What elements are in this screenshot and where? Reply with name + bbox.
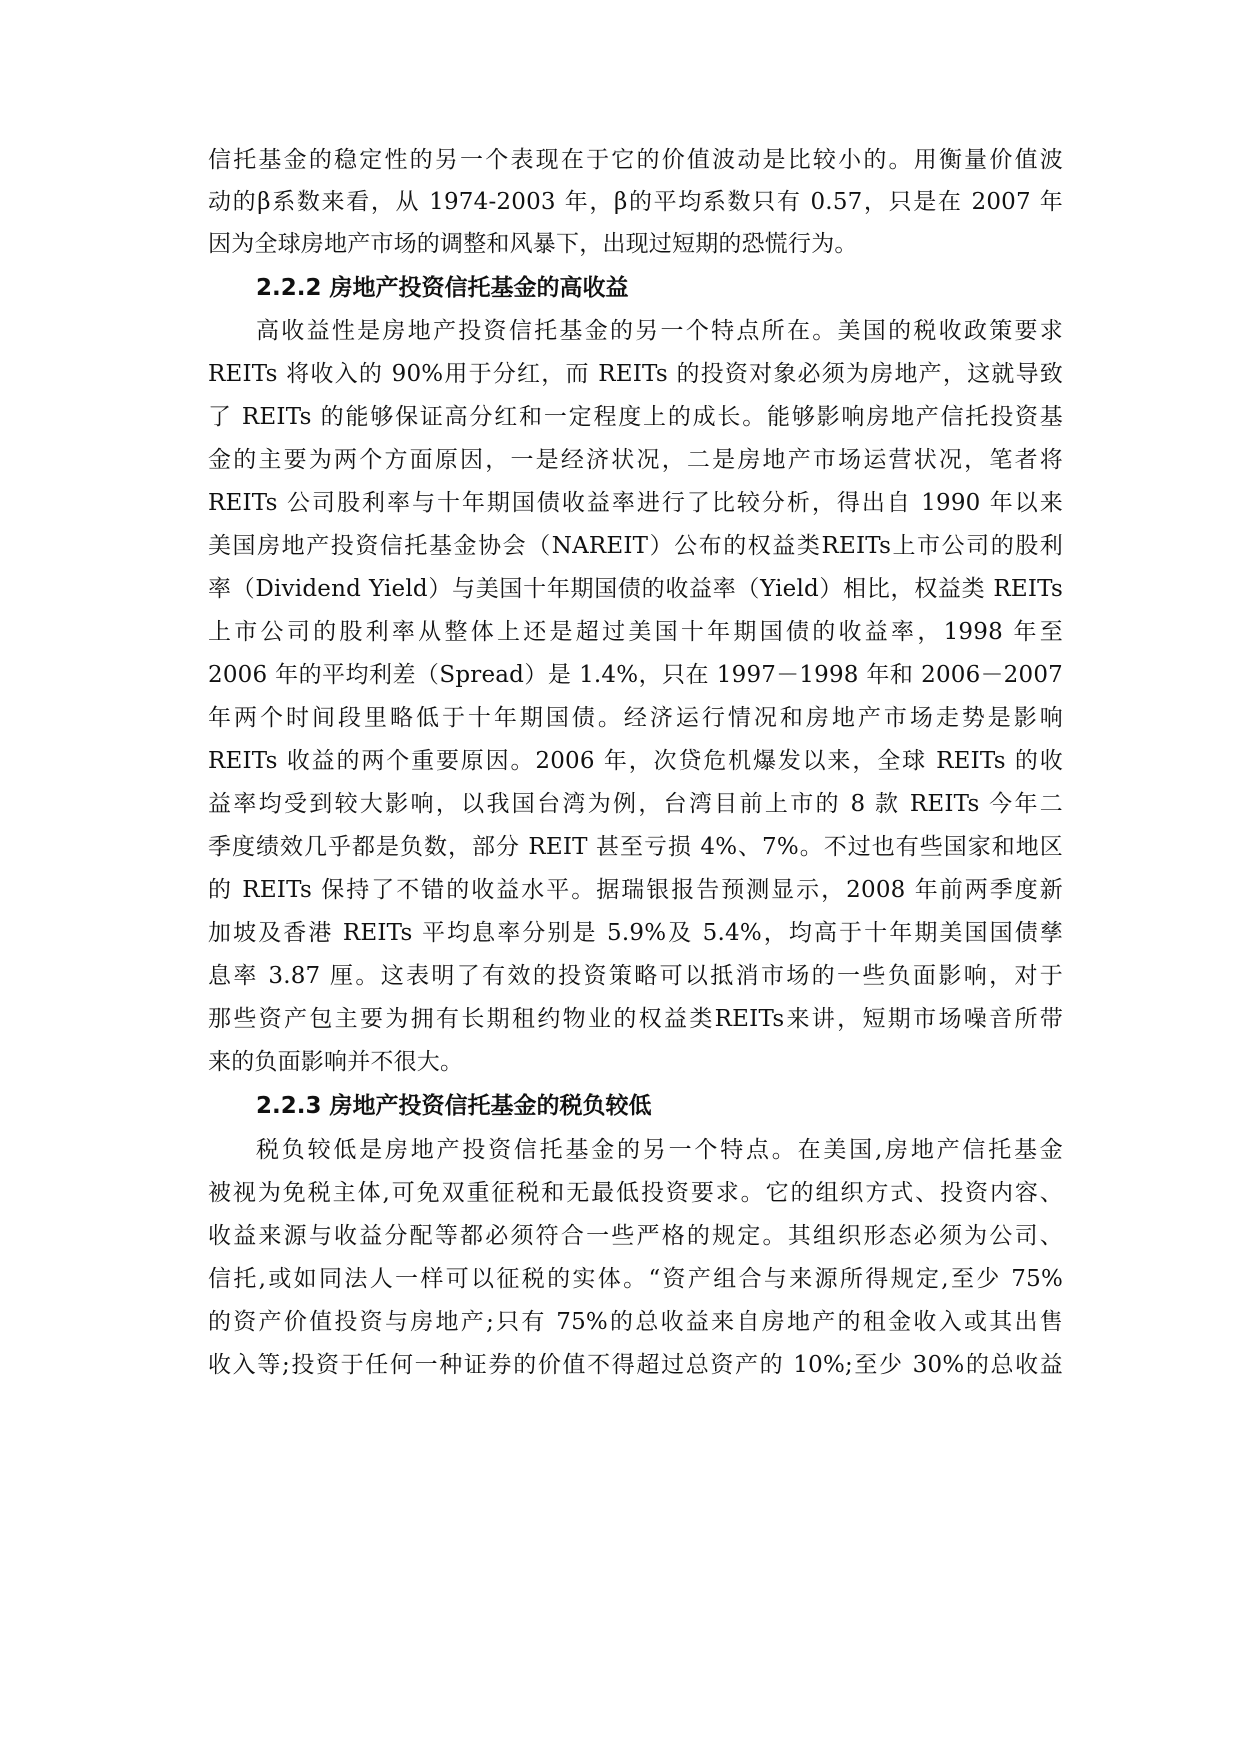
paragraph-line: 来的负面影响并不很大。: [208, 1049, 464, 1075]
paragraph-line: 年两个时间段里略低于十年期国债。经济运行情况和房地产市场走势是影响: [208, 705, 1063, 731]
paragraph-line: 动的β系数来看，从 1974-2003 年，β的平均系数只有 0.57，只是在 2007 年: [208, 189, 1063, 215]
paragraph-line: 信托,或如同法人一样可以征税的实体。“资产组合与来源所得规定,至少 75%: [208, 1266, 1063, 1292]
paragraph-line: 被视为免税主体,可免双重征税和无最低投资要求。它的组织方式、投资内容、: [208, 1180, 1063, 1206]
paragraph-line: 2006 年的平均利差（Spread）是 1.4%，只在 1997－1998 年和 2006－2007: [208, 662, 1063, 688]
paragraph-line: 收益来源与收益分配等都必须符合一些严格的规定。其组织形态必须为公司、: [208, 1223, 1063, 1249]
paragraph-line: 上市公司的股利率从整体上还是超过美国十年期国债的收益率，1998 年至: [208, 619, 1063, 645]
paragraph-line: 季度绩效几乎都是负数，部分 REIT 甚至亏损 4%、7%。不过也有些国家和地区: [208, 834, 1063, 860]
paragraph-line: 息率 3.87 厘。这表明了有效的投资策略可以抵消市场的一些负面影响，对于: [208, 963, 1063, 989]
paragraph-line: 因为全球房地产市场的调整和风暴下，出现过短期的恐慌行为。: [208, 231, 858, 257]
paragraph-line: REITs 公司股利率与十年期国债收益率进行了比较分析，得出自 1990 年以来: [208, 490, 1063, 516]
paragraph-line: 了 REITs 的能够保证高分红和一定程度上的成长。能够影响房地产信托投资基: [208, 404, 1063, 430]
section-heading-2-2-2: 2.2.2 房地产投资信托基金的高收益: [256, 275, 629, 301]
paragraph-line: 高收益性是房地产投资信托基金的另一个特点所在。美国的税收政策要求: [256, 318, 1063, 344]
paragraph-line: 金的主要为两个方面原因，一是经济状况，二是房地产市场运营状况，笔者将: [208, 447, 1063, 473]
paragraph-line: 信托基金的稳定性的另一个表现在于它的价值波动是比较小的。用衡量价值波: [208, 147, 1063, 173]
paragraph-line: 益率均受到较大影响，以我国台湾为例，台湾目前上市的 8 款 REITs 今年二: [208, 791, 1063, 817]
paragraph-line: REITs 将收入的 90%用于分红，而 REITs 的投资对象必须为房地产，这就导致: [208, 361, 1063, 387]
paragraph-line: 率（Dividend Yield）与美国十年期国债的收益率（Yield）相比，权益类 REITs: [208, 576, 1063, 602]
paragraph-line: 那些资产包主要为拥有长期租约物业的权益类REITs来讲，短期市场噪音所带: [208, 1006, 1063, 1032]
paragraph-line: 美国房地产投资信托基金协会（NAREIT）公布的权益类REITs上市公司的股利: [208, 533, 1063, 559]
paragraph-line: 加坡及香港 REITs 平均息率分别是 5.9%及 5.4%，均高于十年期美国国债孳: [208, 920, 1063, 946]
paragraph-line: 的 REITs 保持了不错的收益水平。据瑞银报告预测显示，2008 年前两季度新: [208, 877, 1063, 903]
paragraph-line: REITs 收益的两个重要原因。2006 年，次贷危机爆发以来，全球 REITs 的收: [208, 748, 1063, 774]
section-heading-2-2-3: 2.2.3 房地产投资信托基金的税负较低: [256, 1093, 652, 1119]
paragraph-line: 的资产价值投资与房地产;只有 75%的总收益来自房地产的租金收入或其出售: [208, 1309, 1063, 1335]
paragraph-line: 税负较低是房地产投资信托基金的另一个特点。在美国,房地产信托基金: [256, 1137, 1063, 1163]
paragraph-line: 收入等;投资于任何一种证券的价值不得超过总资产的 10%;至少 30%的总收益: [208, 1352, 1063, 1378]
